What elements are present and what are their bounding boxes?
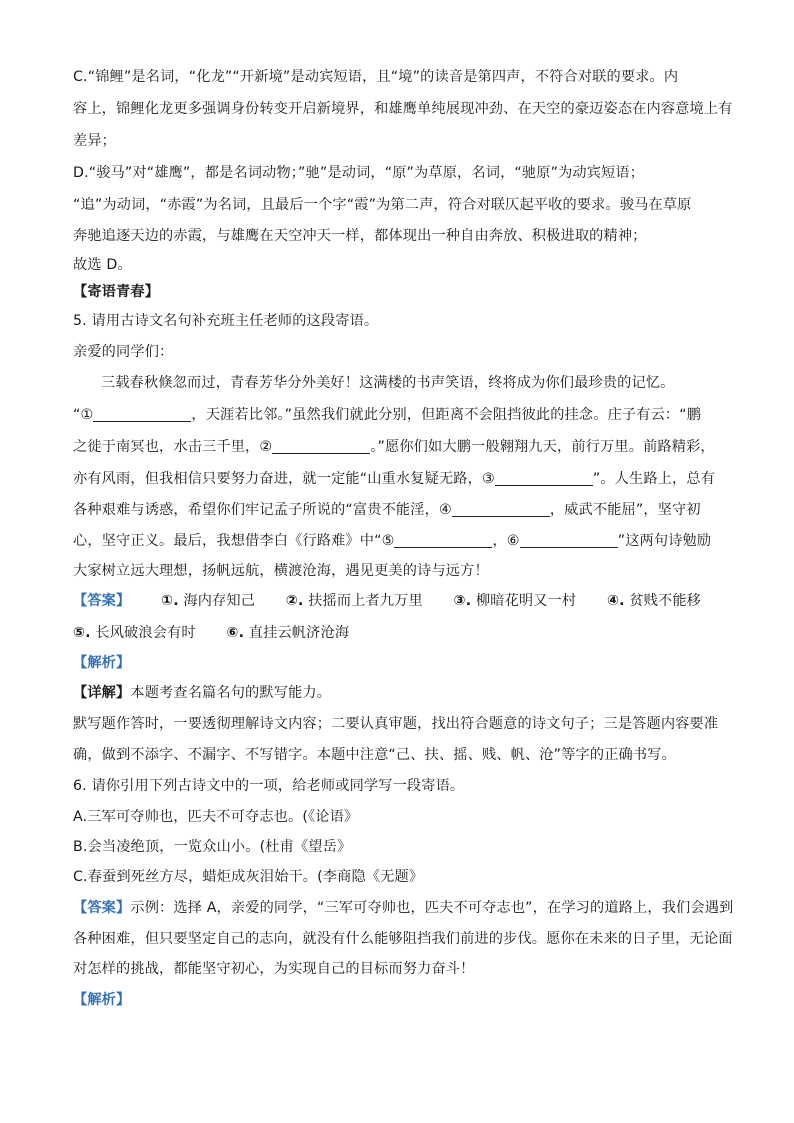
blank-5 — [394, 532, 492, 548]
explanation-line-2: 确，做到不添字、不漏字、不写错字。本题中注意“己、扶、摇、贱、帆、沧”等字的正确书写。 — [73, 747, 676, 763]
letter-line-4: 亦有风雨，但我相信只要努力奋进，就一定能“山重水复疑无路，③ ”。人生路上，总有 — [73, 471, 716, 487]
detail-line: 【详解】本题考查名篇名句的默写能力。 — [73, 685, 332, 701]
letter-line-5: 各种艰难与诱惑，希望你们牢记孟子所说的“富贵不能淫，④ ，威武不能屈”，坚守初 — [73, 502, 701, 518]
question-5: 5. 请用古诗文名句补充班主任老师的这段寄语。 — [73, 313, 379, 329]
option-c-line-2: 容上，锦鲤化龙更多强调身份转变开启新境界，和雄鹰单纯展现冲劲、在天空的豪迈姿态在内容意境上有 — [73, 101, 733, 117]
section-title: 【寄语青春】 — [73, 284, 160, 300]
analysis-6-label: 【解析】 — [73, 992, 131, 1008]
letter-paragraph-1: 三载春秋倏忽而过，青春芳华分外美好！这满楼的书声笑语，终将成为你们最珍贵的记忆。 — [101, 375, 675, 391]
letter-line-3: 之徙于南冥也，水击三千里，② 。”愿你们如大鹏一般翱翔九天，前行万里。前路精彩， — [73, 439, 715, 455]
explanation-line-1: 默写题作答时，一要透彻理解诗文内容；二要认真审题，找出符合题意的诗文句子；三是答题内容要准 — [73, 716, 719, 732]
blank-4 — [452, 501, 550, 517]
blank-3 — [495, 470, 593, 486]
blank-6 — [520, 532, 618, 548]
option-d-line-2: “追”为动词，“赤霞”为名词，且最后一个字“霞”为第二声，符合对联仄起平收的要求。骏马在草原 — [73, 197, 692, 213]
answer-6-line-1: 【答案】示例：选择 A，亲爱的同学，“三军可夺帅也，匹夫不可夺志也”，在学习的道路上，我们会遇到 — [73, 900, 734, 916]
answer-line-2: ⑤. 长风破浪会有时 ⑥. 直挂云帆济沧海 — [73, 625, 350, 641]
option-c: C.春蚕到死丝方尽，蜡炬成灰泪始干。(李商隐《无题》 — [73, 869, 424, 885]
analysis-label: 【解析】 — [73, 655, 131, 671]
option-c-line-1: C.“锦鲤”是名词，“化龙”“开新境”是动宾短语，且“境”的读音是第四声，不符合对联的要求。内 — [73, 69, 679, 85]
letter-line-7: 大家树立远大理想，扬帆远航，横渡沧海，遇见更美的诗与远方！ — [73, 563, 489, 579]
choice-line: 故选 D。 — [73, 257, 132, 273]
option-d-line-1: D.“骏马”对“雄鹰”，都是名词动物；”驰”是动词，“原”为草原，名词，“驰原”为动宾短语； — [73, 165, 645, 181]
letter-line-6: 心，坚守正义。最后，我想借李白《行路难》中“⑤ ，⑥ ”这两句诗勉励 — [73, 533, 712, 549]
answer-6-line-2: 各种困难，但只要坚定自己的志向，就没有什么能够阻挡我们前进的步伐。愿你在未来的日子里，无论面 — [73, 931, 733, 947]
answer-label: 【答案】 — [73, 593, 131, 609]
option-b: B.会当凌绝顶，一览众山小。(杜甫《望岳》 — [73, 839, 352, 855]
blank-2 — [272, 438, 370, 454]
option-a: A.三军可夺帅也，匹夫不可夺志也。(《论语》 — [73, 809, 359, 825]
greeting: 亲爱的同学们： — [73, 344, 174, 360]
answer-line-1: 【答案】 ①. 海内存知己 ②. 扶摇而上者九万里 ③. 柳暗花明又一村 ④. 贫贱不能移 — [73, 593, 702, 609]
blank-1 — [93, 406, 191, 422]
question-6: 6. 请你引用下列古诗文中的一项，给老师或同学写一段寄语。 — [73, 778, 465, 794]
option-d-line-3: 奔驰追逐天边的赤霞，与雄鹰在天空冲天一样，都体现出一种自由奔放、积极进取的精神； — [73, 228, 647, 244]
letter-line-2: “① ，天涯若比邻。”虽然我们就此分别，但距离不会阻挡彼此的挂念。庄子有云：“鹏 — [73, 407, 702, 423]
answer-6-line-3: 对怎样的挑战，都能坚守初心，为实现自己的目标而努力奋斗！ — [73, 961, 475, 977]
option-c-line-3: 差异； — [73, 133, 117, 149]
